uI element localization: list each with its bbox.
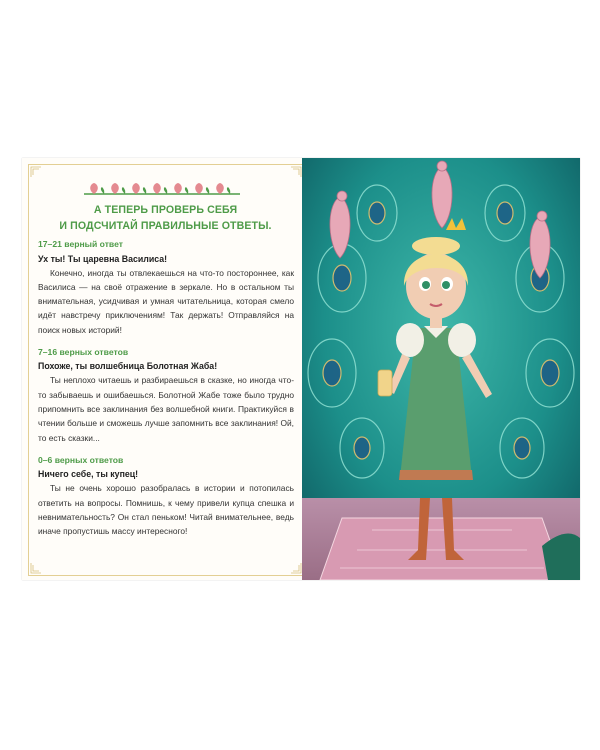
- princess-illustration: [302, 158, 580, 580]
- result-title: Похоже, ты волшебница Болотная Жаба!: [38, 361, 218, 372]
- corner-ornament-icon: [30, 562, 42, 574]
- result-block: [38, 346, 294, 445]
- page-title: [38, 202, 293, 234]
- illustration-canvas: [302, 158, 580, 580]
- score-range: 17–21 верный ответ: [38, 239, 123, 249]
- result-block: [38, 454, 294, 539]
- result-text: Ты неплохо читаешь и разбираешься в сказке, но иногда что-то забываешь и ошибаешься. Болотной Жабе тоже было трудно припомнить все заклинания без волшебной книги. Практикуйся в чтении больше и сможешь лучше запомнить все заклинания! Ой, то есть сказки...: [38, 375, 294, 443]
- lotus-ornament-icon: [82, 182, 242, 198]
- score-range: 0–6 верных ответов: [38, 454, 124, 465]
- result-title: Ух ты! Ты царевна Василиса!: [38, 253, 168, 264]
- corner-ornament-icon: [290, 562, 302, 574]
- result-text: Ты не очень хорошо разобралась в истории и потопилась ответить на вопросы. Помнишь, к чему привели купца спешка и невнимательность? Он стал пеньком! Читай внимательнее, ведь иначе пропустишь массу интересного!: [38, 483, 294, 537]
- book-spread: [22, 158, 580, 580]
- result-text: Конечно, иногда ты отвлекаешься на что-то постороннее, как Василиса — на своё отражение в зеркале. Но в остальном ты внимательная, усидчивая и умная читательница, которая смело идёт навстречу приключениям! Так держать! Отправляйся на поиск новых историй!: [38, 267, 294, 335]
- result-title: Ничего себе, ты купец!: [38, 469, 139, 480]
- result-block: [38, 238, 294, 337]
- score-range: 7–16 верных ответов: [38, 346, 129, 357]
- title-line-1: А ТЕПЕРЬ ПРОВЕРЬ СЕБЯ: [93, 204, 238, 216]
- corner-ornament-icon: [30, 166, 42, 178]
- corner-ornament-icon: [290, 166, 302, 178]
- title-line-2: И ПОДСЧИТАЙ ПРАВИЛЬНЫЕ ОТВЕТЫ.: [59, 220, 272, 232]
- results-list: [38, 238, 294, 548]
